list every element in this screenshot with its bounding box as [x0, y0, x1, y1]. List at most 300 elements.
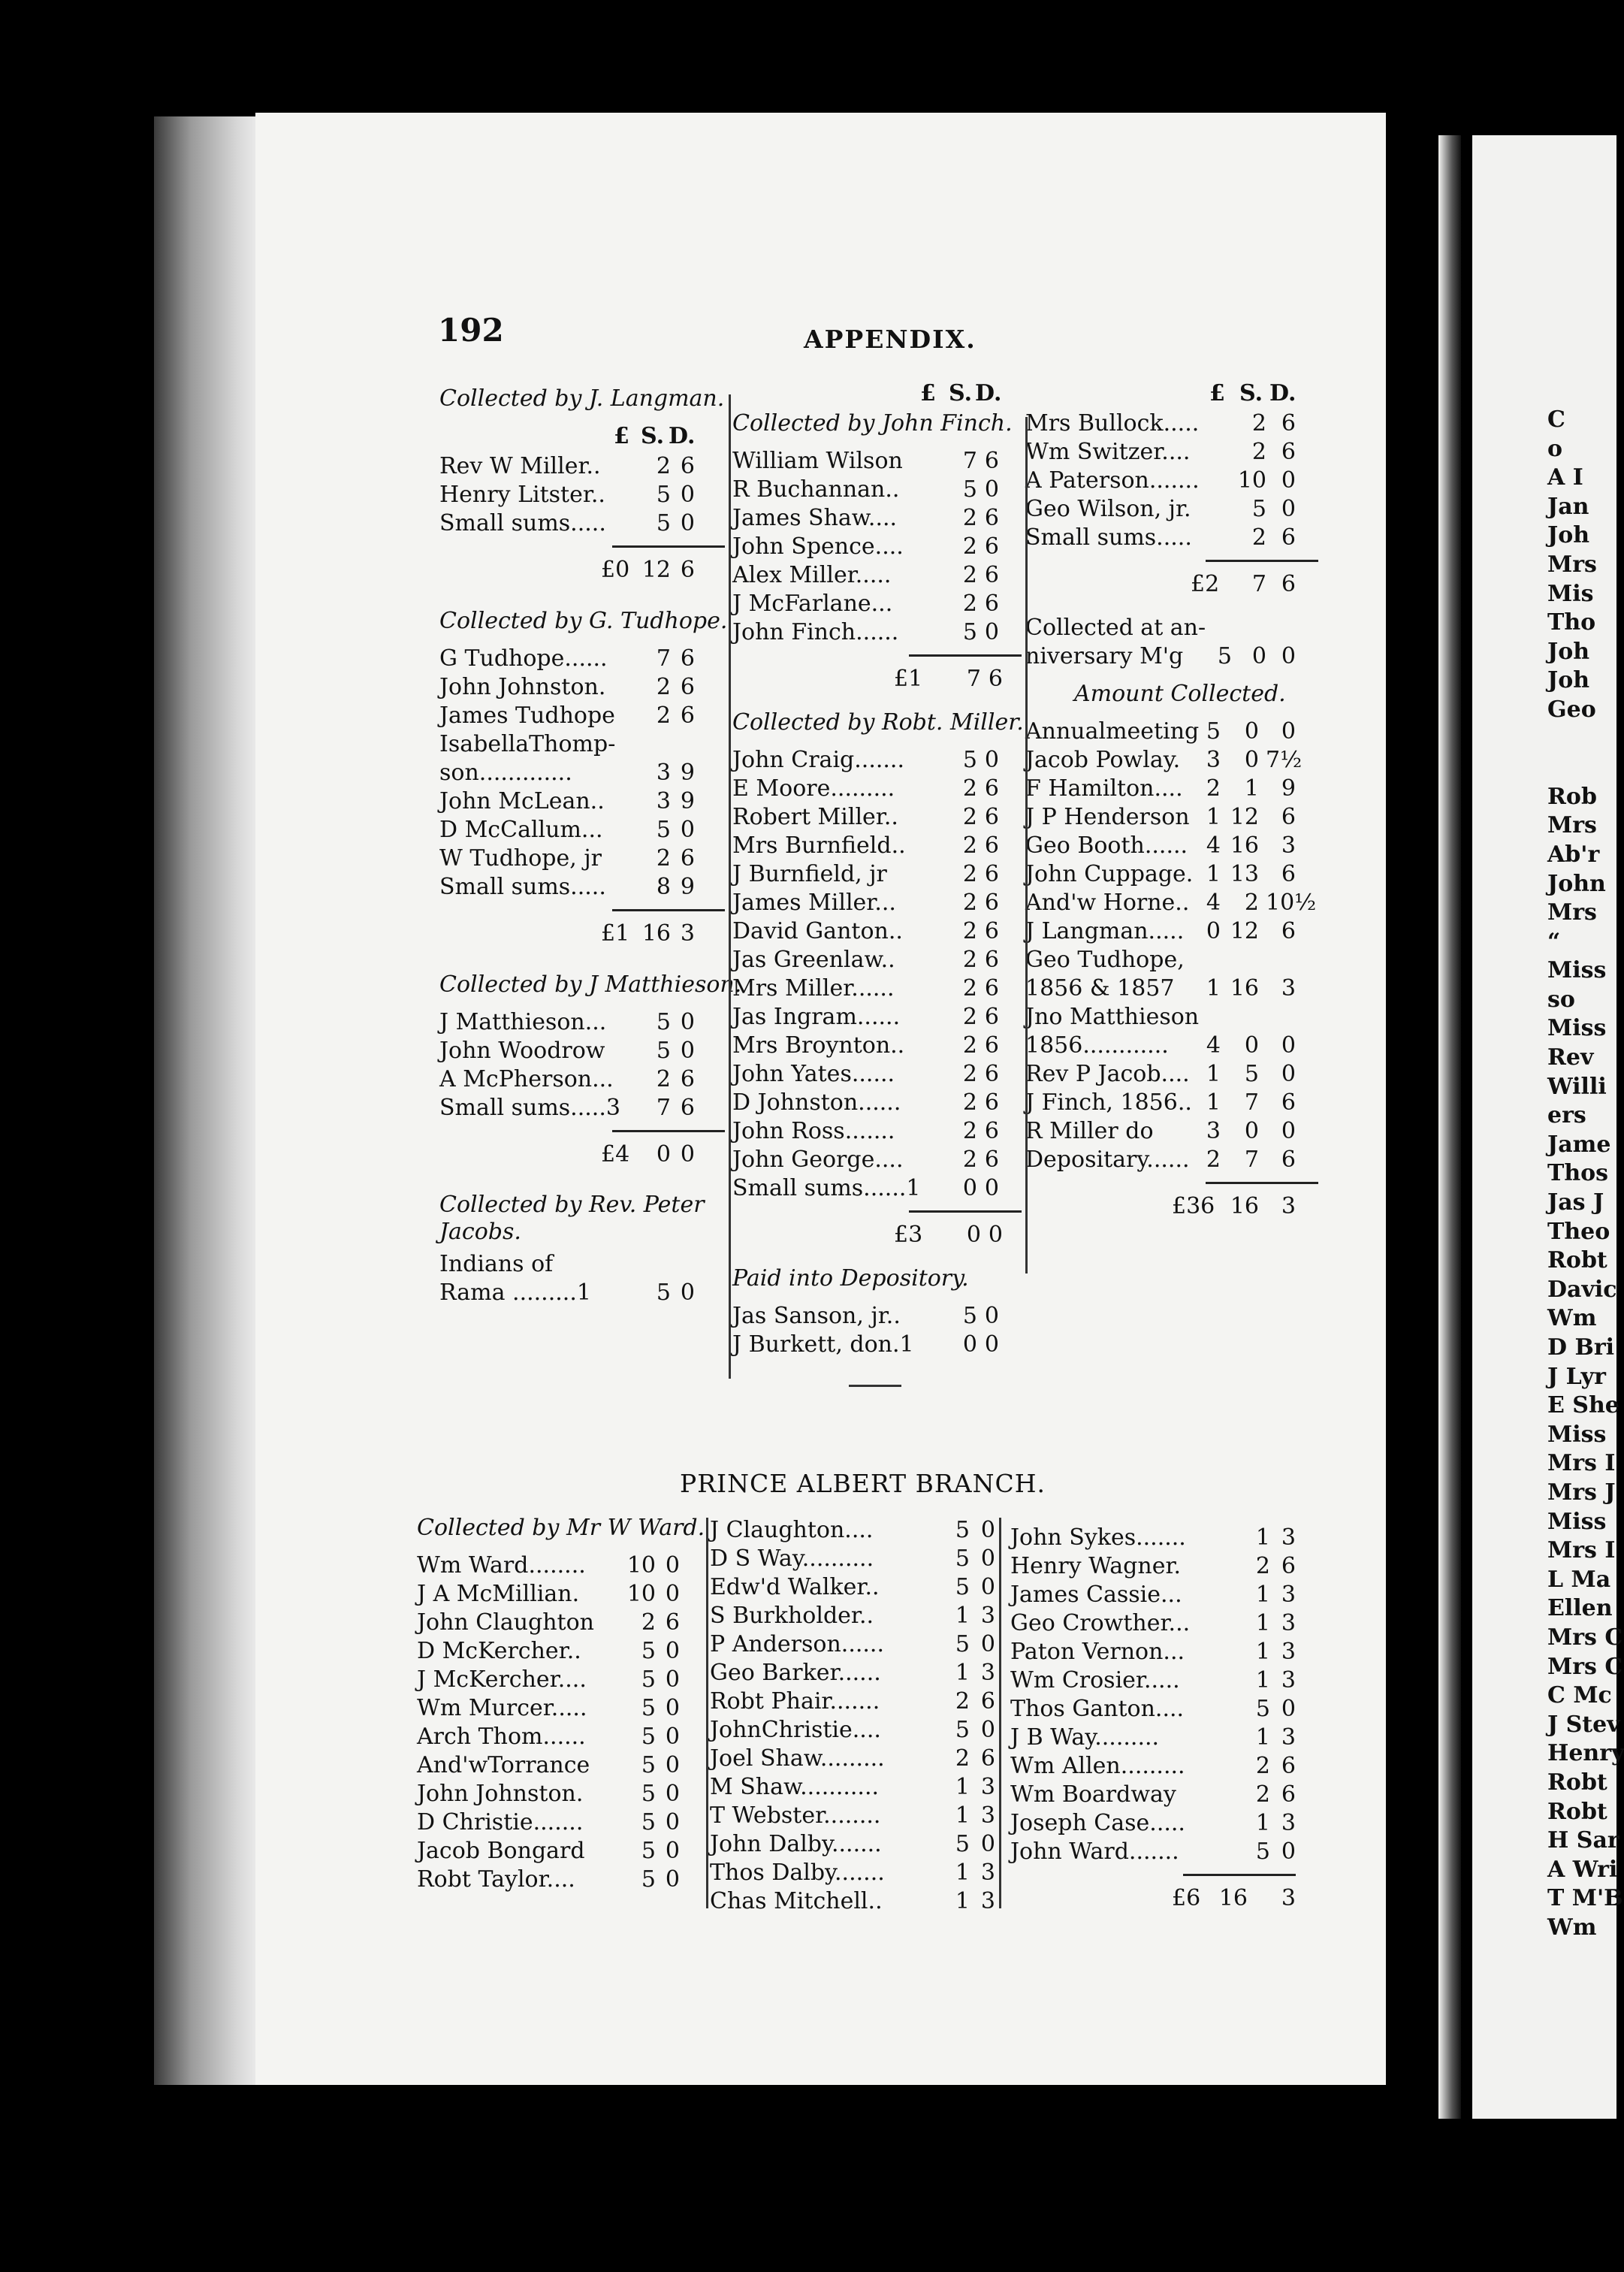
entry-row: [710, 1630, 995, 1659]
section-title: Collected by Mr W Ward.: [417, 1515, 705, 1541]
entry-name: James Shaw....: [732, 505, 898, 531]
entry-name: J B Way.........: [1010, 1724, 1160, 1751]
entry-pence: 6: [680, 557, 695, 583]
entry-shillings: 1: [1255, 1667, 1270, 1693]
entry-row: [417, 1580, 702, 1609]
entry-pence: 0: [984, 1331, 999, 1358]
entry-pence: 6: [1281, 1781, 1296, 1808]
entry-row: [1025, 832, 1318, 860]
entry-pence: 7½: [1266, 747, 1303, 773]
entry-pounds: 1: [1206, 975, 1221, 1002]
entry-shillings: 1: [955, 1774, 970, 1800]
entry-name: John Ward.......: [1010, 1838, 1179, 1865]
entry-name: Wm Ward........: [417, 1552, 586, 1579]
entry-pence: 6: [1281, 524, 1296, 551]
entry-pounds: £1: [601, 920, 630, 947]
entry-pence: 0: [665, 1724, 680, 1750]
entry-name: John Cuppage.: [1025, 861, 1194, 887]
entry-name: Small sums.....: [1025, 524, 1192, 551]
entry-row: [1025, 889, 1318, 917]
entry-name: S Burkholder..: [710, 1603, 874, 1629]
entry-name: John McLean..: [439, 788, 605, 814]
entry-name: Wm Boardway: [1010, 1781, 1176, 1808]
fragment-text: E She: [1547, 1392, 1619, 1419]
entry-name: 1856............: [1025, 1032, 1169, 1059]
entry-pence: 6: [984, 947, 999, 973]
entry-shillings: 5: [955, 1831, 970, 1857]
entry-shillings: 0: [962, 1331, 977, 1358]
fragment-text: [1547, 725, 1624, 754]
entry-shillings: 5: [962, 1303, 977, 1329]
entry-row: [732, 803, 1022, 832]
entry-shillings: 1: [955, 1860, 970, 1886]
entry-pence: 6: [984, 448, 999, 474]
fragment-text: Ellen: [1547, 1595, 1613, 1622]
entry-row: [732, 1032, 1022, 1060]
entry-pence: 6: [988, 666, 1003, 692]
entry-shillings: 2: [962, 918, 977, 944]
entry-pence: 0: [984, 747, 999, 773]
entry-shillings: 2: [962, 890, 977, 916]
entry-shillings: 5: [1255, 1838, 1270, 1865]
entry-row: [732, 860, 1022, 889]
entry-shillings: 2: [1244, 890, 1259, 916]
entry-shillings: 5: [955, 1574, 970, 1600]
entry-pounds: 3: [1206, 1118, 1221, 1144]
entry-row: [732, 832, 1022, 860]
entry-shillings: 2: [1251, 410, 1266, 437]
currency-s: S.: [641, 423, 665, 449]
fragment-text: Jas J: [1547, 1189, 1604, 1216]
book-gutter-shadow: [154, 116, 259, 2085]
entry-shillings: 0: [656, 1141, 671, 1168]
entry-shillings: 7: [1244, 1089, 1259, 1116]
entry-row: [732, 974, 1022, 1003]
currency-d: D.: [669, 423, 696, 449]
fragment-text: Theo: [1547, 1218, 1610, 1245]
entry-name: R Miller do: [1025, 1118, 1154, 1144]
entry-pence: 0: [1281, 718, 1296, 745]
entry-name: Geo Wilson, jr.: [1025, 496, 1191, 522]
entry-pence: 0: [1281, 1032, 1296, 1059]
entry-name: Mrs Burnfield..: [732, 832, 906, 859]
entry-name: Small sums......1: [732, 1175, 921, 1201]
entry-name: R Buchannan..: [732, 476, 900, 503]
entry-pence: 0: [984, 619, 999, 645]
entry-shillings: 2: [962, 505, 977, 531]
entry-row: [732, 917, 1022, 946]
fragment-text: [1547, 754, 1624, 783]
entry-pence: 6: [984, 775, 999, 802]
entry-name: J Matthieson...: [439, 1009, 607, 1035]
entry-row: [1010, 1552, 1296, 1581]
entry-shillings: 5: [1244, 1061, 1259, 1087]
entry-shillings: 0: [1244, 747, 1259, 773]
entry-pence: 0: [665, 1866, 680, 1893]
entry-name: D McKercher..: [417, 1638, 581, 1664]
entry-name: Geo Tudhope,: [1025, 947, 1185, 973]
fragment-text: J Lyr: [1547, 1363, 1606, 1390]
currency-header: [439, 422, 725, 452]
entry-pounds: 1: [1206, 861, 1221, 887]
currency-l: £: [614, 423, 629, 449]
entry-name: James Cassie...: [1010, 1582, 1182, 1608]
entry-shillings: 2: [962, 804, 977, 830]
entry-row: [417, 1551, 702, 1580]
entry-pence: 0: [984, 1175, 999, 1201]
entry-shillings: 2: [962, 861, 977, 887]
entry-row: [417, 1866, 702, 1894]
entry-name: John Dalby.......: [710, 1831, 882, 1857]
entry-pence: 0: [680, 1038, 695, 1064]
entry-pence: 0: [984, 1303, 999, 1329]
entry-pence: 0: [665, 1638, 680, 1664]
fragment-text: Mis: [1547, 580, 1594, 607]
entry-row: [732, 1060, 1022, 1089]
entry-row: [732, 1331, 1022, 1359]
entry-pence: 0: [980, 1545, 995, 1572]
entry-pence: 0: [1281, 1696, 1296, 1722]
fragment-text: Mrs: [1547, 899, 1597, 926]
total-rule: [439, 538, 725, 556]
entry-shillings: 5: [962, 747, 977, 773]
entry-row: [710, 1687, 995, 1716]
entry-row: [417, 1609, 702, 1637]
entry-row: [710, 1859, 995, 1887]
entry-pounds: 4: [1206, 1032, 1221, 1059]
entry-shillings: 3: [656, 760, 671, 786]
entry-shillings: 5: [955, 1545, 970, 1572]
entry-shillings: 7: [1244, 1147, 1259, 1173]
entry-pence: 0: [680, 1141, 695, 1168]
entry-row: [439, 452, 725, 481]
entry-name: Geo Crowther...: [1010, 1610, 1191, 1636]
entry-row: [439, 556, 725, 585]
entry-shillings: 12: [1230, 918, 1259, 944]
entry-pounds: 1: [1206, 1061, 1221, 1087]
entry-name: Joel Shaw.........: [710, 1745, 885, 1772]
entry-pence: 6: [984, 890, 999, 916]
entry-pounds: £4: [601, 1141, 630, 1168]
entry-row: [1010, 1638, 1296, 1666]
prince-albert-column-1: [417, 1514, 705, 1894]
entry-row: [439, 1008, 725, 1037]
entry-name: Rama .........1: [439, 1280, 591, 1306]
entry-row: [732, 1146, 1022, 1174]
entry-row: [1025, 917, 1318, 946]
column-divider: [999, 1518, 1001, 1908]
currency-header: [1025, 379, 1318, 409]
entry-row: [710, 1745, 995, 1773]
entry-pence: 6: [984, 591, 999, 617]
entry-row: [439, 730, 725, 759]
entry-row: [439, 1279, 725, 1307]
entry-row: [1010, 1838, 1296, 1866]
entry-shillings: 2: [962, 975, 977, 1002]
entry-name: Thos Ganton....: [1010, 1696, 1185, 1722]
entry-row: [732, 889, 1022, 917]
entry-pence: 0: [988, 1222, 1003, 1248]
entry-pence: 3: [980, 1802, 995, 1829]
entry-pence: 3: [1281, 832, 1296, 859]
entry-name: John Johnston.: [439, 674, 606, 700]
entry-name: Thos Dalby.......: [710, 1860, 885, 1886]
fragment-text: o: [1547, 435, 1563, 462]
entry-pence: 0: [984, 476, 999, 503]
currency-s: S.: [949, 380, 973, 406]
entry-pence: 0: [680, 1280, 695, 1306]
entry-shillings: 13: [1230, 861, 1259, 887]
column-finch-miller: [732, 379, 1022, 1359]
entry-name: Indians of: [439, 1251, 554, 1277]
entry-shillings: 1: [1255, 1610, 1270, 1636]
branch-title: PRINCE ALBERT BRANCH.: [680, 1469, 1046, 1498]
fragment-text: Willi: [1547, 1073, 1607, 1100]
entry-name: John George....: [732, 1147, 904, 1173]
entry-name: Jacob Bongard: [417, 1838, 585, 1864]
fragment-text: D Bri: [1547, 1334, 1615, 1361]
entry-row: [1010, 1724, 1296, 1752]
fragment-text: Miss: [1547, 1508, 1607, 1535]
entry-row: [732, 946, 1022, 974]
entry-row: [439, 816, 725, 844]
fragment-text: Robt: [1547, 1247, 1607, 1274]
entry-shillings: 1: [955, 1603, 970, 1629]
entry-name: IsabellaThomp-: [439, 731, 616, 757]
entry-name: P Anderson......: [710, 1631, 885, 1657]
entry-shillings: 2: [962, 775, 977, 802]
section-title: Collected by G. Tudhope.: [439, 608, 728, 634]
entry-shillings: 5: [962, 476, 977, 503]
fragment-text: H Sar: [1547, 1827, 1619, 1854]
entry-name: Wm Switzer....: [1025, 439, 1191, 465]
entry-shillings: 2: [1255, 1753, 1270, 1779]
entry-name: Small sums.....: [439, 874, 606, 900]
entry-shillings: 2: [962, 832, 977, 859]
entry-pence: 6: [1281, 1553, 1296, 1579]
entry-row: [417, 1666, 702, 1694]
entry-amount: 5: [1217, 643, 1232, 669]
entry-name: J Langman.....: [1025, 918, 1185, 944]
entry-row: [1010, 1884, 1296, 1913]
entry-pounds: 4: [1206, 832, 1221, 859]
entry-shillings: 5: [955, 1717, 970, 1743]
entry-pounds: 4: [1206, 890, 1221, 916]
fragment-text: Thos: [1547, 1160, 1609, 1187]
entry-name: son.............: [439, 760, 572, 786]
section-title: Collected by Robt. Miller.: [732, 709, 1024, 736]
entry-row: [439, 481, 725, 509]
entry-row: [1025, 409, 1318, 438]
entry-name: Robert Miller..: [732, 804, 898, 830]
entry-pence: 3: [1281, 1724, 1296, 1751]
entry-name: Wm Murcer.....: [417, 1695, 587, 1721]
entry-pence: 3: [1281, 1885, 1296, 1911]
entry-pence: 6: [1281, 410, 1296, 437]
fragment-text: C Mc: [1547, 1682, 1612, 1709]
fragment-text: L Ma: [1547, 1566, 1611, 1593]
entry-pence: 6: [984, 832, 999, 859]
entry-name: Henry Litster..: [439, 482, 605, 508]
entry-shillings: 2: [962, 1089, 977, 1116]
entry-row: [439, 1065, 725, 1094]
entry-pence: 3: [1281, 1582, 1296, 1608]
entry-name: A Paterson.......: [1025, 467, 1200, 494]
entry-row: [732, 775, 1022, 803]
entry-pence: 6: [1281, 1147, 1296, 1173]
running-head: APPENDIX.: [804, 325, 977, 354]
entry-pence: 0: [665, 1838, 680, 1864]
spacer: [1025, 599, 1318, 614]
entry-pence: 0: [665, 1695, 680, 1721]
entry-row: [439, 1094, 725, 1122]
page-edge: [1438, 135, 1461, 2119]
entry-row: [1025, 803, 1318, 832]
total-rule: [1025, 1174, 1318, 1192]
entry-amount: 0: [1251, 643, 1266, 669]
entry-pounds: 2: [1206, 775, 1221, 802]
entry-shillings: 5: [641, 1638, 656, 1664]
entry-name: Geo Booth......: [1025, 832, 1188, 859]
entry-name: Jas Ingram......: [732, 1004, 901, 1030]
entry-pence: 6: [680, 674, 695, 700]
spacer: [1025, 671, 1318, 680]
fragment-text: Ab'r: [1547, 841, 1600, 868]
entry-name: Geo Barker......: [710, 1660, 881, 1686]
entry-pence: 0: [665, 1752, 680, 1778]
entry-row: [1010, 1524, 1296, 1552]
total-rule: [732, 647, 1022, 665]
entry-pence: 3: [1281, 1610, 1296, 1636]
entry-row: [732, 447, 1022, 476]
entry-row: [710, 1773, 995, 1802]
entry-name: Jas Greenlaw..: [732, 947, 895, 973]
entry-name: John Ross.......: [732, 1118, 895, 1144]
entry-row: [439, 1250, 725, 1279]
entry-shillings: 5: [656, 1009, 671, 1035]
entry-row: [710, 1602, 995, 1630]
spacer: [439, 1169, 725, 1192]
entry-name: D S Way..........: [710, 1545, 874, 1572]
entry-name: John Johnston.: [417, 1781, 584, 1807]
entry-shillings: 16: [1230, 832, 1259, 859]
entry-pence: 3: [1281, 1810, 1296, 1836]
entry-pence: 0: [680, 1009, 695, 1035]
fragment-text: Joh: [1547, 638, 1590, 665]
entry-row: [439, 873, 725, 902]
entry-pounds: £1: [894, 666, 923, 692]
entry-row: [710, 1887, 995, 1916]
entry-shillings: 0: [1244, 718, 1259, 745]
fragment-text: Robt: [1547, 1769, 1607, 1796]
entry-name: Robt Phair.......: [710, 1688, 880, 1715]
currency-header: [732, 379, 1022, 409]
entry-name: J Finch, 1856..: [1025, 1089, 1192, 1116]
column-divider: [706, 1518, 708, 1908]
facing-page-fragments: [1547, 406, 1624, 1942]
entry-name: J McKercher....: [417, 1666, 587, 1693]
entry-shillings: 2: [656, 702, 671, 729]
entry-shillings: 5: [955, 1517, 970, 1543]
entry-row: [417, 1723, 702, 1751]
entry-row: [732, 618, 1022, 647]
entry-pence: 6: [680, 1095, 695, 1121]
entry-row: [732, 746, 1022, 775]
entry-name: John Claughton: [417, 1609, 594, 1636]
entry-row: [439, 759, 725, 787]
total-rule: [439, 1122, 725, 1141]
fragment-text: ers: [1547, 1102, 1586, 1129]
entry-row: [732, 665, 1022, 693]
entry-pence: 6: [984, 804, 999, 830]
entry-name: Depositary......: [1025, 1147, 1190, 1173]
entry-name: J Claughton....: [710, 1517, 874, 1543]
entry-row: [1025, 1146, 1318, 1174]
fragment-text: “: [1547, 928, 1561, 955]
fragment-text: Mrs J: [1547, 1479, 1616, 1506]
prince-albert-column-3: [1010, 1524, 1296, 1913]
total-rule: [1025, 552, 1318, 570]
entry-pence: 6: [980, 1745, 995, 1772]
entry-row: [439, 787, 725, 816]
section-title: Collected by J. Langman.: [439, 385, 725, 412]
entry-name: Jno Matthieson: [1025, 1004, 1200, 1030]
entry-pence: 9: [1281, 775, 1296, 802]
entry-pence: 6: [1281, 1753, 1296, 1779]
entry-shillings: 1: [955, 1888, 970, 1914]
fragment-text: Miss: [1547, 1421, 1607, 1448]
entry-row: [710, 1830, 995, 1859]
total-rule: [439, 902, 725, 920]
entry-pence: 0: [980, 1517, 995, 1543]
entry-name: And'w Horne..: [1025, 890, 1190, 916]
entry-pence: 0: [665, 1552, 680, 1579]
entry-row: [439, 509, 725, 538]
entry-shillings: 5: [955, 1631, 970, 1657]
entry-pence: 6: [680, 1066, 695, 1092]
entry-row: [1025, 524, 1318, 552]
entry-pence: 0: [680, 482, 695, 508]
entry-row: [1025, 718, 1318, 746]
entry-name: Robt Taylor....: [417, 1866, 575, 1893]
entry-shillings: 7: [656, 645, 671, 672]
entry-name: J McFarlane...: [732, 591, 893, 617]
entry-pence: 3: [1281, 1193, 1296, 1219]
section-title: Amount Collected.: [1074, 681, 1286, 707]
entry-shillings: 1: [1244, 775, 1259, 802]
entry-row: [417, 1837, 702, 1866]
entry-shillings: 7: [1251, 571, 1266, 597]
entry-name: W Tudhope, jr: [439, 845, 602, 872]
entry-shillings: 7: [966, 666, 981, 692]
section-title: Collected by Rev. Peter Jacobs.: [439, 1192, 705, 1245]
entry-pence: 6: [680, 453, 695, 479]
entry-name: F Hamilton....: [1025, 775, 1183, 802]
entry-row: [1025, 1003, 1318, 1032]
entry-name: Rev W Miller..: [439, 453, 601, 479]
fragment-text: Rev: [1547, 1044, 1594, 1071]
entry-name: John Sykes.......: [1010, 1524, 1186, 1551]
entry-name: Rev P Jacob....: [1025, 1061, 1190, 1087]
entry-pounds: 5: [1206, 718, 1221, 745]
entry-shillings: 5: [641, 1781, 656, 1807]
prince-albert-column-2: [710, 1516, 995, 1916]
entry-row: [439, 844, 725, 873]
entry-name: John Finch......: [732, 619, 899, 645]
entry-row: [417, 1780, 702, 1808]
entry-pence: 6: [980, 1688, 995, 1715]
entry-shillings: 2: [656, 453, 671, 479]
